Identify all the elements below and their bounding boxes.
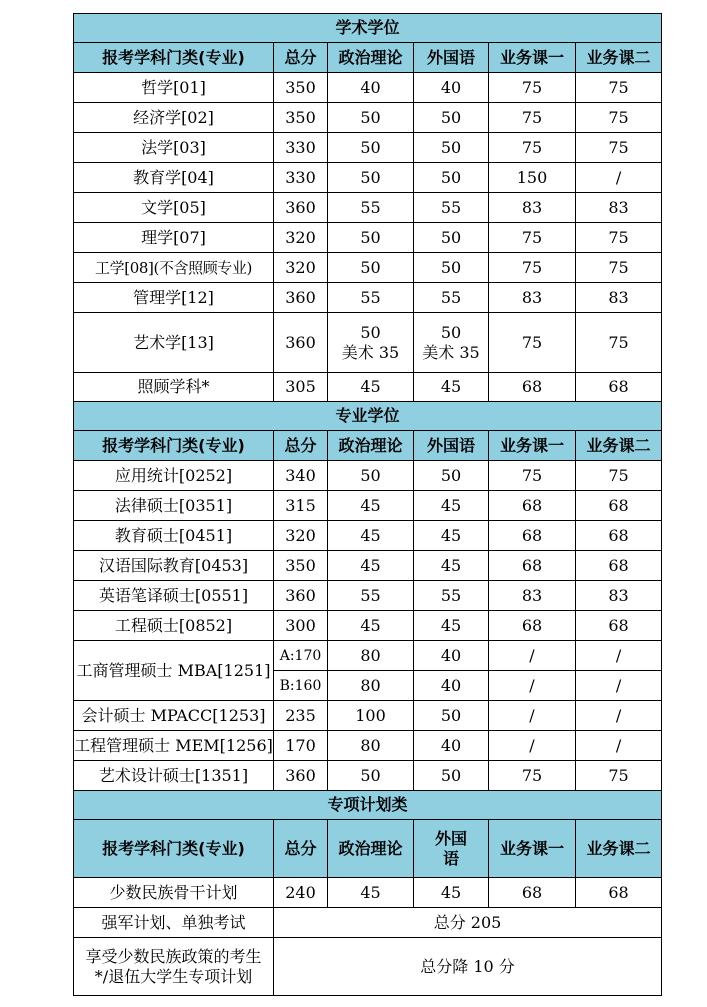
score-table <box>73 13 662 996</box>
score-cell: A:170 <box>274 641 328 671</box>
cell-line: 享受少数民族政策的考生 <box>85 946 262 966</box>
score-cell: 75 <box>576 73 662 103</box>
score-cell: 350 <box>274 73 328 103</box>
score-cell: 75 <box>489 253 576 283</box>
score-cell: / <box>489 671 576 701</box>
header-program: 报考学科门类(专业) <box>74 431 274 461</box>
cell-line: 美术 35 <box>422 342 480 362</box>
score-cell: 75 <box>576 761 662 791</box>
score-cell: 235 <box>274 701 328 731</box>
program-name: 艺术设计硕士[1351] <box>74 761 274 791</box>
score-cell: 68 <box>489 491 576 521</box>
program-name: 理学[07] <box>74 223 274 253</box>
score-cell: B:160 <box>274 671 328 701</box>
program-name: 文学[05] <box>74 193 274 223</box>
header-total: 总分 <box>274 431 328 461</box>
score-cell: 300 <box>274 611 328 641</box>
merged-score-cell: 总分 205 <box>274 908 662 938</box>
table-row <box>74 611 662 641</box>
score-cell: 80 <box>328 671 414 701</box>
score-cell: 360 <box>274 313 328 373</box>
program-name: 法律硕士[0351] <box>74 491 274 521</box>
score-cell: 45 <box>328 491 414 521</box>
score-cell: 45 <box>414 491 489 521</box>
score-cell: 50 <box>414 461 489 491</box>
score-cell: 68 <box>576 521 662 551</box>
section-row <box>74 791 662 820</box>
header-course1: 业务课一 <box>489 43 576 73</box>
score-cell: / <box>489 641 576 671</box>
score-cell: 75 <box>576 133 662 163</box>
score-cell: 68 <box>576 491 662 521</box>
score-cell: 45 <box>414 373 489 402</box>
score-cell: 55 <box>414 581 489 611</box>
score-cell: 50 <box>414 103 489 133</box>
score-cell: 50 <box>414 223 489 253</box>
table-row <box>74 253 662 283</box>
score-cell: 75 <box>489 133 576 163</box>
score-cell: / <box>489 701 576 731</box>
score-cell: 55 <box>414 193 489 223</box>
score-cell: 83 <box>576 283 662 313</box>
score-cell: 50 <box>328 461 414 491</box>
score-cell: 68 <box>489 611 576 641</box>
score-cell: 75 <box>489 761 576 791</box>
score-cell: 50 <box>328 103 414 133</box>
header-course2: 业务课二 <box>576 43 662 73</box>
score-cell: 330 <box>274 163 328 193</box>
score-cell: 55 <box>328 581 414 611</box>
header-program: 报考学科门类(专业) <box>74 820 274 878</box>
score-cell: 320 <box>274 521 328 551</box>
score-cell: 350 <box>274 551 328 581</box>
program-name: 经济学[02] <box>74 103 274 133</box>
header-row <box>74 43 662 73</box>
header-foreign: 外国语 <box>414 43 489 73</box>
score-cell: 68 <box>489 878 576 908</box>
section-row <box>74 402 662 431</box>
score-cell: 40 <box>414 641 489 671</box>
program-name: 教育学[04] <box>74 163 274 193</box>
score-cell: 55 <box>328 193 414 223</box>
table-row <box>74 163 662 193</box>
header-foreign <box>414 820 489 878</box>
program-name: 教育硕士[0451] <box>74 521 274 551</box>
score-cell: 320 <box>274 253 328 283</box>
score-cell: 68 <box>576 551 662 581</box>
score-cell <box>328 313 414 373</box>
score-cell: 40 <box>328 73 414 103</box>
program-name: 工程硕士[0852] <box>74 611 274 641</box>
header-course2: 业务课二 <box>576 820 662 878</box>
score-cell: 75 <box>489 223 576 253</box>
score-cell: 68 <box>576 373 662 402</box>
cell-line: 50 <box>360 322 381 342</box>
score-cell: 50 <box>328 163 414 193</box>
header-course2: 业务课二 <box>576 431 662 461</box>
score-cell: 83 <box>489 193 576 223</box>
table-row <box>74 908 662 938</box>
table-row <box>74 701 662 731</box>
table-row <box>74 193 662 223</box>
score-cell: 100 <box>328 701 414 731</box>
score-cell: 75 <box>576 103 662 133</box>
score-cell: 45 <box>414 551 489 581</box>
table-row <box>74 878 662 908</box>
score-cell: 50 <box>414 163 489 193</box>
score-cell: 80 <box>328 731 414 761</box>
score-cell: 45 <box>328 878 414 908</box>
table-row <box>74 73 662 103</box>
score-cell: 75 <box>576 461 662 491</box>
score-cell: 75 <box>576 253 662 283</box>
score-cell: 350 <box>274 103 328 133</box>
table-row <box>74 283 662 313</box>
table-row <box>74 521 662 551</box>
header-row <box>74 820 662 878</box>
table-row <box>74 641 662 671</box>
header-politics: 政治理论 <box>328 43 414 73</box>
score-cell: 240 <box>274 878 328 908</box>
score-cell: 40 <box>414 731 489 761</box>
score-cell: 68 <box>576 611 662 641</box>
score-cell: 40 <box>414 671 489 701</box>
score-cell: 50 <box>414 133 489 163</box>
score-cell: 170 <box>274 731 328 761</box>
program-name: 照顾学科* <box>74 373 274 402</box>
score-cell: 83 <box>576 193 662 223</box>
score-cell: 50 <box>328 223 414 253</box>
score-cell: 68 <box>489 521 576 551</box>
program-name: 哲学[01] <box>74 73 274 103</box>
score-cell: 50 <box>328 133 414 163</box>
table-row <box>74 103 662 133</box>
table-row <box>74 581 662 611</box>
header-course1: 业务课一 <box>489 820 576 878</box>
score-cell: 360 <box>274 581 328 611</box>
header-total: 总分 <box>274 820 328 878</box>
score-cell: 75 <box>576 313 662 373</box>
program-name <box>74 938 274 996</box>
score-cell: 83 <box>576 581 662 611</box>
program-name: 法学[03] <box>74 133 274 163</box>
score-cell: 75 <box>489 73 576 103</box>
header-course1: 业务课一 <box>489 431 576 461</box>
score-cell: 45 <box>328 521 414 551</box>
score-cell: 330 <box>274 133 328 163</box>
score-cell: 50 <box>328 253 414 283</box>
score-cell: 75 <box>489 313 576 373</box>
header-politics: 政治理论 <box>328 431 414 461</box>
header-foreign: 外国语 <box>414 431 489 461</box>
score-cell: 340 <box>274 461 328 491</box>
program-name: 工学[08](不含照顾专业) <box>74 253 274 283</box>
score-cell: 315 <box>274 491 328 521</box>
table-row <box>74 491 662 521</box>
table-row <box>74 461 662 491</box>
program-name: 会计硕士 MPACC[1253] <box>74 701 274 731</box>
score-cell: 50 <box>414 253 489 283</box>
table-row <box>74 761 662 791</box>
score-cell: 320 <box>274 223 328 253</box>
score-cell: 45 <box>414 521 489 551</box>
score-cell: 360 <box>274 193 328 223</box>
score-cell: 45 <box>414 878 489 908</box>
score-cell: / <box>576 641 662 671</box>
merged-score-cell: 总分降 10 分 <box>274 938 662 996</box>
score-cell: 305 <box>274 373 328 402</box>
program-name: 管理学[12] <box>74 283 274 313</box>
score-cell: 40 <box>414 73 489 103</box>
score-cell: / <box>576 671 662 701</box>
score-cell: 45 <box>328 551 414 581</box>
score-cell: 45 <box>328 373 414 402</box>
program-name: 英语笔译硕士[0551] <box>74 581 274 611</box>
table-row <box>74 133 662 163</box>
header-program: 报考学科门类(专业) <box>74 43 274 73</box>
cell-line: 50 <box>440 322 462 342</box>
score-cell: 75 <box>489 461 576 491</box>
section-row <box>74 14 662 43</box>
score-cell: 50 <box>414 701 489 731</box>
section-title-academic: 学术学位 <box>74 14 662 43</box>
score-cell: 45 <box>414 611 489 641</box>
score-cell: 68 <box>576 878 662 908</box>
header-total: 总分 <box>274 43 328 73</box>
table-row <box>74 313 662 373</box>
score-cell: 360 <box>274 283 328 313</box>
score-cell: 55 <box>414 283 489 313</box>
program-name: 应用统计[0252] <box>74 461 274 491</box>
table-row <box>74 938 662 996</box>
score-cell: 45 <box>328 611 414 641</box>
cell-line: 外国 <box>434 828 467 848</box>
table-row <box>74 731 662 761</box>
section-title-professional: 专业学位 <box>74 402 662 431</box>
score-cell: 75 <box>576 223 662 253</box>
score-cell: / <box>489 731 576 761</box>
program-name: 工商管理硕士 MBA[1251] <box>74 641 274 701</box>
score-cell: 83 <box>489 581 576 611</box>
score-cell: 68 <box>489 373 576 402</box>
score-cell: 150 <box>489 163 576 193</box>
score-cell: 83 <box>489 283 576 313</box>
score-cell: 75 <box>489 103 576 133</box>
header-politics: 政治理论 <box>328 820 414 878</box>
table-row <box>74 223 662 253</box>
score-cell: 50 <box>328 761 414 791</box>
cell-line: 语 <box>442 848 459 868</box>
score-cell: 80 <box>328 641 414 671</box>
program-name: 少数民族骨干计划 <box>74 878 274 908</box>
cell-line: 美术 35 <box>341 342 400 362</box>
score-cell: 50 <box>414 761 489 791</box>
program-name: 强军计划、单独考试 <box>74 908 274 938</box>
score-cell: / <box>576 701 662 731</box>
table-row <box>74 551 662 581</box>
cell-line: */退伍大学生专项计划 <box>94 966 253 986</box>
header-row <box>74 431 662 461</box>
score-cell: 55 <box>328 283 414 313</box>
program-name: 工程管理硕士 MEM[1256] <box>74 731 274 761</box>
section-title-special: 专项计划类 <box>74 791 662 820</box>
program-name: 艺术学[13] <box>74 313 274 373</box>
score-cell: / <box>576 731 662 761</box>
score-cell: / <box>576 163 662 193</box>
score-cell: 360 <box>274 761 328 791</box>
score-cell <box>414 313 489 373</box>
score-cell: 68 <box>489 551 576 581</box>
table-row <box>74 373 662 402</box>
program-name: 汉语国际教育[0453] <box>74 551 274 581</box>
